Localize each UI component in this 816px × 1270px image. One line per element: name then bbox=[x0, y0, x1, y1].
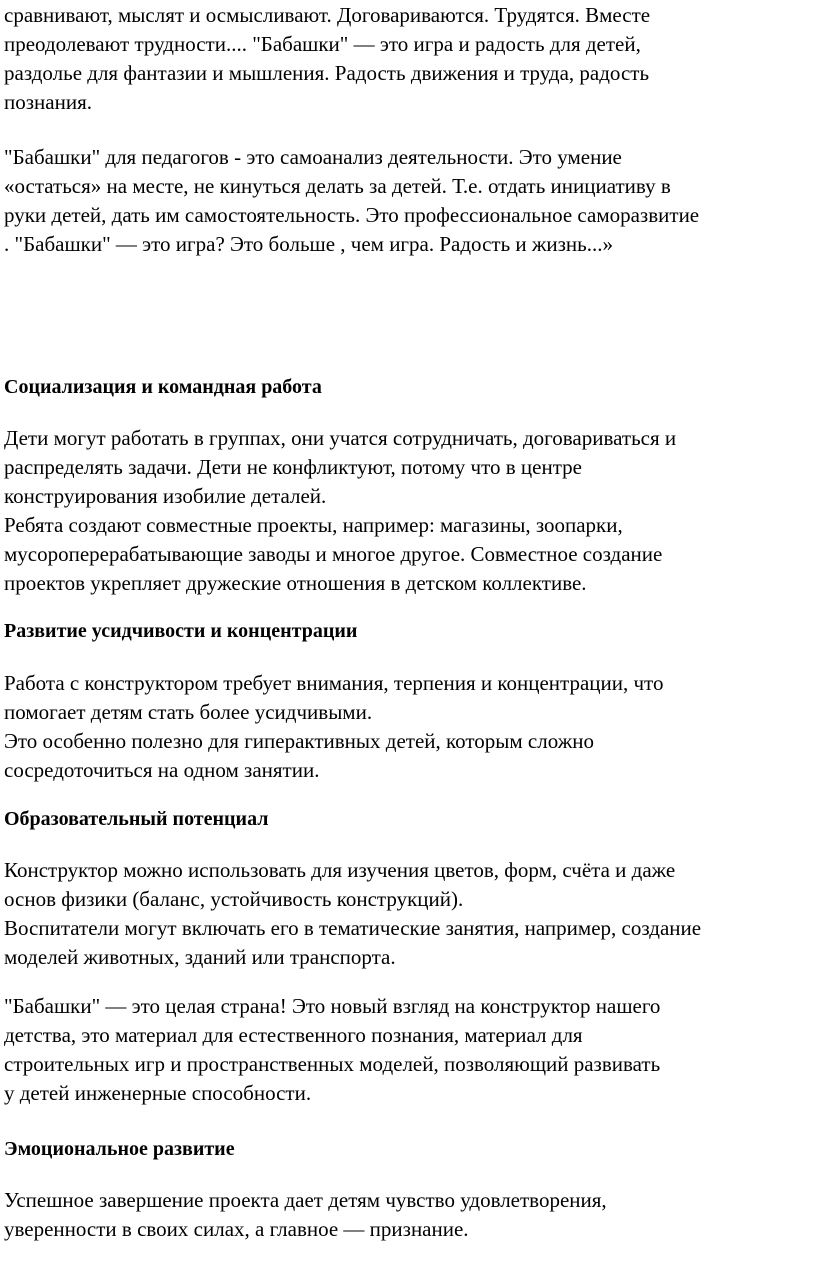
text-line: раздолье для фантазии и мышления. Радость движения и труда, радость bbox=[4, 61, 650, 85]
section-heading-emotional: Эмоциональное развитие bbox=[4, 1138, 235, 1160]
intro-paragraph-2 bbox=[4, 143, 806, 259]
text-line: Дети могут работать в группах, они учатся сотрудничать, договариваться и bbox=[4, 426, 677, 450]
country-paragraph bbox=[4, 992, 806, 1108]
text-line: Успешное завершение проекта дает детям чувство удовлетворения, bbox=[4, 1188, 607, 1212]
text-line: основ физики (баланс, устойчивость конструкций). bbox=[4, 887, 464, 911]
section-body-concentration bbox=[4, 669, 806, 785]
text-line: распределять задачи. Дети не конфликтуют, потому что в центре bbox=[4, 455, 582, 479]
text-line: проектов укрепляет дружеские отношения в детском коллективе. bbox=[4, 571, 587, 595]
intro-paragraph-1 bbox=[4, 1, 806, 117]
text-line: «остаться» на месте, не кинуться делать за детей. Т.е. отдать инициативу в bbox=[4, 174, 671, 198]
text-line: сосредоточиться на одном занятии. bbox=[4, 758, 320, 782]
text-line: Ребята создают совместные проекты, например: магазины, зоопарки, bbox=[4, 513, 623, 537]
text-line: руки детей, дать им самостоятельность. Это профессиональное саморазвитие bbox=[4, 203, 700, 227]
text-line: сравнивают, мыслят и осмысливают. Договариваются. Трудятся. Вместе bbox=[4, 3, 651, 27]
text-line: преодолевают трудности.... "Бабашки" — это игра и радость для детей, bbox=[4, 32, 641, 56]
text-line: моделей животных, зданий или транспорта. bbox=[4, 945, 396, 969]
section-heading-socialization: Социализация и командная работа bbox=[4, 376, 322, 398]
section-heading-education: Образовательный потенциал bbox=[4, 808, 269, 830]
text-line: . "Бабашки" — это игра? Это больше , чем игра. Радость и жизнь...» bbox=[4, 232, 613, 256]
text-line: помогает детям стать более усидчивыми. bbox=[4, 700, 373, 724]
text-line: Это особенно полезно для гиперактивных детей, которым сложно bbox=[4, 729, 594, 753]
text-line: познания. bbox=[4, 90, 92, 114]
text-line: конструирования изобилие деталей. bbox=[4, 484, 327, 508]
text-line: детства, это материал для естественного познания, материал для bbox=[4, 1023, 583, 1047]
section-heading-concentration: Развитие усидчивости и концентрации bbox=[4, 620, 358, 642]
section-body-education bbox=[4, 856, 806, 972]
text-line: уверенности в своих силах, а главное — признание. bbox=[4, 1217, 469, 1241]
text-line: строительных игр и пространственных моделей, позволяющий развивать bbox=[4, 1052, 661, 1076]
text-line: Работа с конструктором требует внимания, терпения и концентрации, что bbox=[4, 671, 664, 695]
text-line: Конструктор можно использовать для изучения цветов, форм, счёта и даже bbox=[4, 858, 676, 882]
text-line: Воспитатели могут включать его в тематические занятия, например, создание bbox=[4, 916, 702, 940]
section-body-socialization bbox=[4, 424, 806, 598]
section-body-emotional bbox=[4, 1186, 806, 1244]
text-line: у детей инженерные способности. bbox=[4, 1081, 312, 1105]
text-line: мусороперерабатывающие заводы и многое другое. Совместное создание bbox=[4, 542, 663, 566]
text-line: "Бабашки" — это целая страна! Это новый взгляд на конструктор нашего bbox=[4, 994, 661, 1018]
text-line: "Бабашки" для педагогов - это самоанализ деятельности. Это умение bbox=[4, 145, 622, 169]
